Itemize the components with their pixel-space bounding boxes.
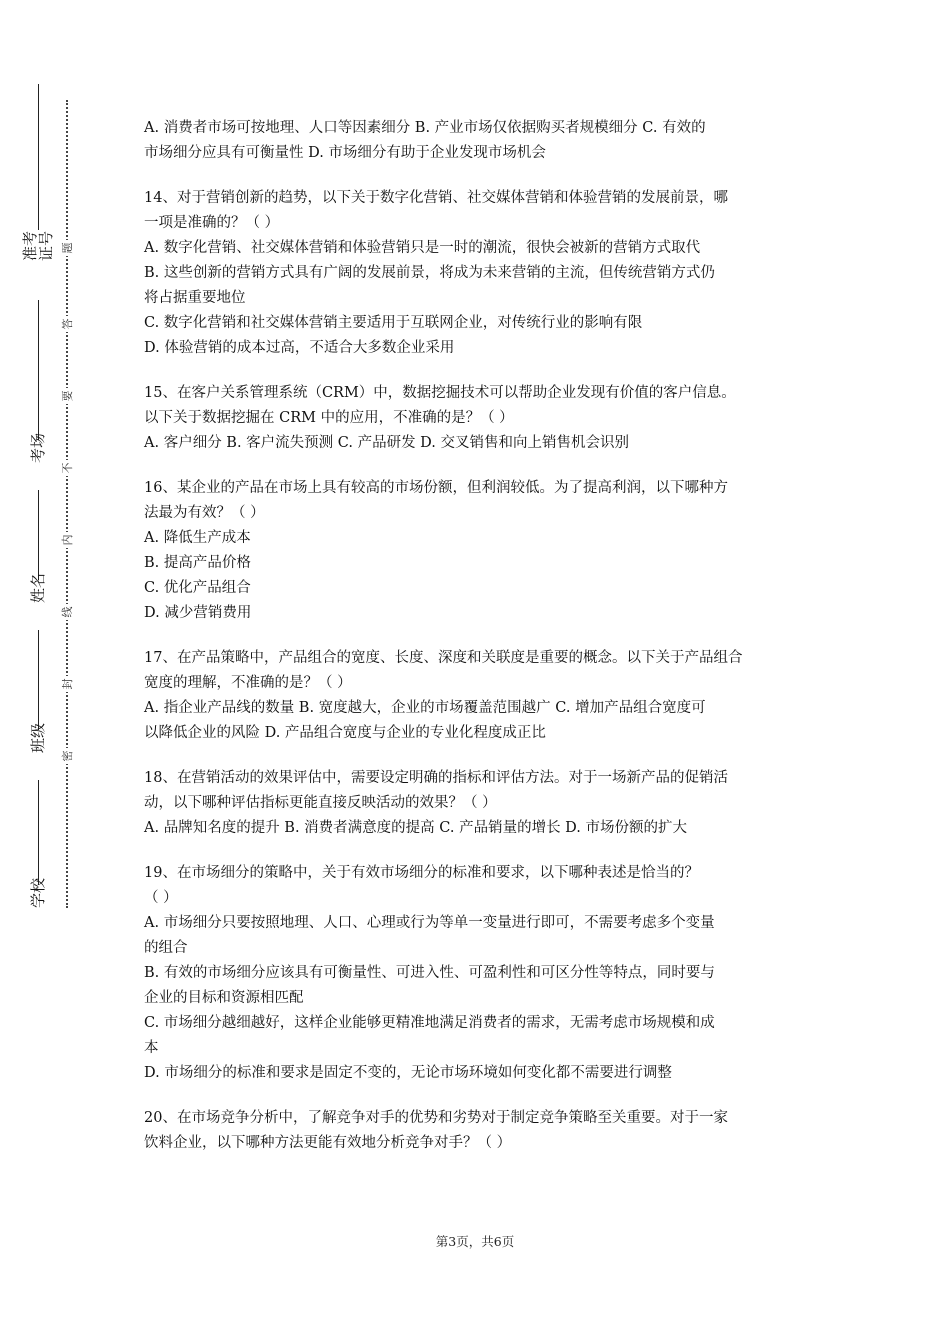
- seal-word: 线: [58, 604, 76, 620]
- text-line: 一项是准确的？（ ）: [144, 215, 280, 231]
- question-17: [144, 646, 812, 746]
- text-line: D. 体验营销的成本过高，不适合大多数企业采用: [144, 340, 455, 356]
- seal-word: 题: [58, 240, 76, 256]
- text-line: 法最为有效？（ ）: [144, 505, 265, 521]
- text-line: A. 市场细分只要按照地理、人口、心理或行为等单一变量进行即可，不需要考虑多个变量: [144, 915, 715, 931]
- text-line: A. 消费者市场可按地理、人口等因素细分 B. 产业市场仅依据购买者规模细分 C. 有效的: [144, 120, 706, 136]
- text-line: 饮料企业，以下哪种方法更能有效地分析竞争对手？（ ）: [144, 1135, 512, 1151]
- text-line: 市场细分应具有可衡量性 D. 市场细分有助于企业发现市场机会: [144, 145, 546, 161]
- label-name: 姓名: [22, 580, 54, 630]
- text-line: 18、在营销活动的效果评估中，需要设定明确的指标和评估方法。对于一场新产品的促销活: [144, 770, 728, 786]
- text-line: 以降低企业的风险 D. 产品组合宽度与企业的专业化程度成正比: [144, 725, 546, 741]
- text-line: 将占据重要地位: [144, 290, 246, 306]
- text-line: A. 降低生产成本: [144, 530, 251, 546]
- label-school: 学校: [22, 885, 54, 935]
- question-19: [144, 861, 812, 1086]
- seal-word: 内: [58, 532, 76, 548]
- text-line: （ ）: [144, 890, 178, 906]
- text-line: C. 优化产品组合: [144, 580, 251, 596]
- seal-word: 不: [58, 460, 76, 476]
- question-13-options: [144, 116, 812, 166]
- text-line: 宽度的理解，不准确的是？（ ）: [144, 675, 352, 691]
- text-line: 19、在市场细分的策略中，关于有效市场细分的标准和要求，以下哪种表述是恰当的？: [144, 865, 699, 881]
- text-line: 15、在客户关系管理系统（CRM）中，数据挖掘技术可以帮助企业发现有价值的客户信息。: [144, 385, 736, 401]
- text-line: B. 提高产品价格: [144, 555, 251, 571]
- seal-word: 要: [58, 388, 76, 404]
- text-line: A. 数字化营销、社交媒体营销和体验营销只是一时的潮流，很快会被新的营销方式取代: [144, 240, 701, 256]
- seal-word: 密: [58, 748, 76, 764]
- text-line: 以下关于数据挖掘在 CRM 中的应用，不准确的是？（ ）: [144, 410, 514, 426]
- label-class: 班级: [22, 730, 54, 780]
- label-exam-id: 准考证号: [22, 230, 54, 300]
- question-20: [144, 1106, 812, 1156]
- text-line: B. 这些创新的营销方式具有广阔的发展前景，将成为未来营销的主流，但传统营销方式仍: [144, 265, 715, 281]
- text-line: C. 市场细分越细越好，这样企业能够更精准地满足消费者的需求，无需考虑市场规模和成: [144, 1015, 715, 1031]
- text-line: 17、在产品策略中，产品组合的宽度、长度、深度和关联度是重要的概念。以下关于产品组合: [144, 650, 743, 666]
- label-exam-room: 考场: [22, 440, 54, 490]
- text-line: A. 客户细分 B. 客户流失预测 C. 产品研发 D. 交叉销售和向上销售机会识别: [144, 435, 630, 451]
- text-line: D. 减少营销费用: [144, 605, 252, 621]
- binding-dotted-line: [66, 100, 68, 908]
- text-line: 20、在市场竞争分析中，了解竞争对手的优势和劣势对于制定竞争策略至关重要。对于一家: [144, 1110, 728, 1126]
- text-line: 14、对于营销创新的趋势，以下关于数字化营销、社交媒体营销和体验营销的发展前景，哪: [144, 190, 728, 206]
- page-number: 第3页，共6页: [435, 1234, 515, 1249]
- question-content: [144, 116, 812, 1176]
- text-line: B. 有效的市场细分应该具有可衡量性、可进入性、可盈利性和可区分性等特点，同时要与: [144, 965, 715, 981]
- question-15: [144, 381, 812, 456]
- text-line: C. 数字化营销和社交媒体营销主要适用于互联网企业，对传统行业的影响有限: [144, 315, 643, 331]
- text-line: 企业的目标和资源相匹配: [144, 990, 304, 1006]
- text-line: 的组合: [144, 940, 188, 956]
- text-line: 16、某企业的产品在市场上具有较高的市场份额，但利润较低。为了提高利润，以下哪种方: [144, 480, 728, 496]
- text-line: 动，以下哪种评估指标更能直接反映活动的效果？（ ）: [144, 795, 497, 811]
- text-line: A. 品牌知名度的提升 B. 消费者满意度的提高 C. 产品销量的增长 D. 市场份额的扩大: [144, 820, 688, 836]
- question-16: [144, 476, 812, 626]
- text-line: D. 市场细分的标准和要求是固定不变的，无论市场环境如何变化都不需要进行调整: [144, 1065, 672, 1081]
- text-line: A. 指企业产品线的数量 B. 宽度越大，企业的市场覆盖范围越广 C. 增加产品组合宽度可: [144, 700, 706, 716]
- binding-margin: [0, 0, 110, 1344]
- seal-word: 封: [58, 676, 76, 692]
- question-18: [144, 766, 812, 841]
- text-line: 本: [144, 1040, 159, 1056]
- seal-word: 答: [58, 316, 76, 332]
- binding-solid-line: [38, 84, 39, 924]
- question-14: [144, 186, 812, 361]
